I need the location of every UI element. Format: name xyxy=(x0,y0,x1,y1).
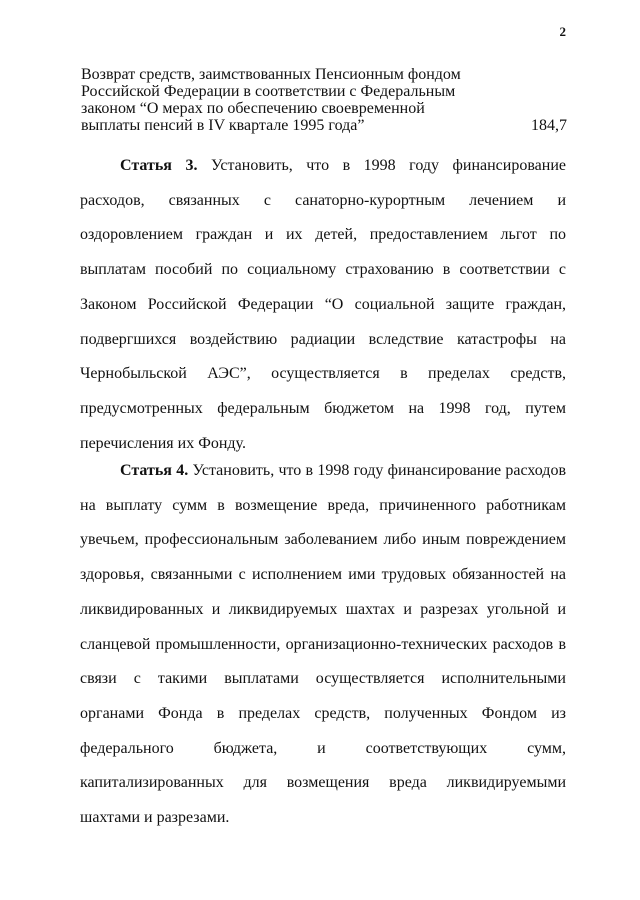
article-3-title: Статья 3. xyxy=(120,157,198,174)
article-4-paragraph xyxy=(80,454,566,836)
page-number: 2 xyxy=(559,24,566,39)
article-4-title: Статья 4. xyxy=(120,462,189,479)
budget-table-row xyxy=(81,66,567,134)
budget-row-value: 184,7 xyxy=(531,117,567,134)
article-4-text: Установить, что в 1998 году финансирование расходов на выплату сумм в возмещение вреда, причиненного работникам увечьем, профессиональным заболеванием либо иным повреждением здоровья, связанными с исполнением ими трудовых обязанностей на ликвидированных и ликвидируемых шахтах и разрезах угольной и сланцевой промышленности, организационно-технических расходов в связи с такими выплатами осуществляется исполнительными органами Фонда в пределах средств, полученных Фондом из федерального бюджета, и соответствующих сумм, капитализированных для возмещения вреда ликвидируемыми шахтами и разрезами. xyxy=(80,462,566,827)
budget-row-label: Возврат средств, заимствованных Пенсионным фондом Российской Федерации в соответствии с Федеральным законом “О мерах по обеспечению своевременной выплаты пенсий в IV квартале 1995 года” xyxy=(81,66,461,134)
article-3-paragraph xyxy=(80,149,566,461)
article-3-text: Установить, что в 1998 году финансирование расходов, связанных с санаторно-курортным лечением и оздоровлением граждан и их детей, предоставлением льгот по выплатам пособий по социальному страхованию в соответствии с Законом Российской Федерации “О социальной защите граждан, подвергшихся воздействию радиации вследствие катастрофы на Чернобыльской АЭС”, осуществляется в пределах средств, предусмотренных федеральным бюджетом на 1998 год, путем перечисления их Фонду. xyxy=(80,157,567,452)
